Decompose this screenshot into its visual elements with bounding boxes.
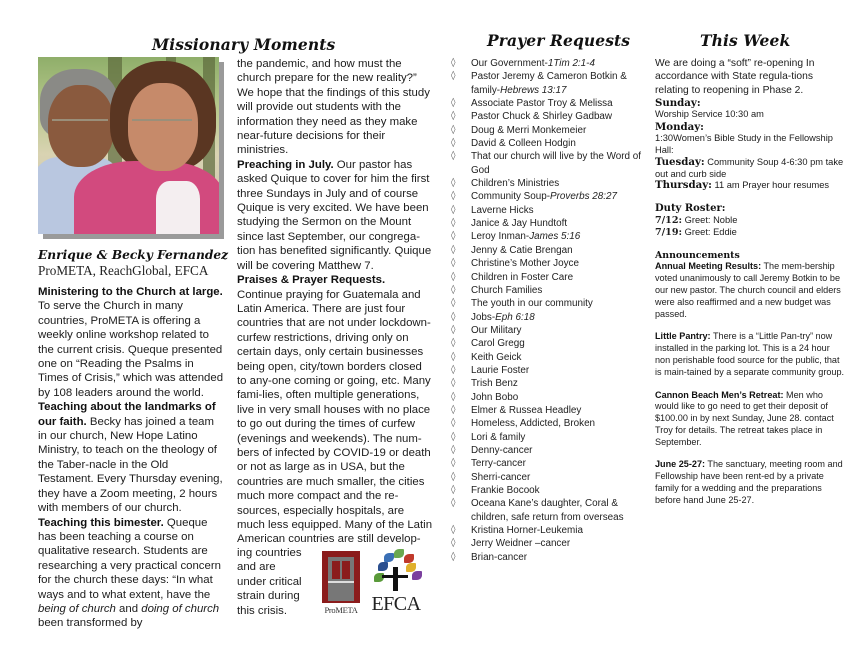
diamond-bullet-icon: ◊ <box>451 324 456 335</box>
prayer-item-verse: James 5:16 <box>529 231 581 243</box>
diamond-bullet-icon: ◊ <box>451 364 456 375</box>
prayer-item-text: Associate Pastor Troy & Melissa <box>471 98 613 110</box>
reopening-intro: We are doing a “soft” re-opening In accordance with State regula-tions relating to reopening in Phase 2. <box>655 58 815 96</box>
announcement-june-rental <box>655 459 847 506</box>
diamond-bullet-icon: ◊ <box>451 124 456 135</box>
prometa-logo <box>320 551 362 615</box>
paragraph-text: To serve the Church in many countries, ProMETA is offering a weekly online workshop related to the current crisis. Queque presented one on “Reading the Psalms in Times of Crisis,” which was attended by 108 leaders around the world. <box>38 300 224 399</box>
prayer-item <box>451 377 651 390</box>
paragraph-text: been transformed by <box>38 617 143 630</box>
diamond-bullet-icon: ◊ <box>451 391 456 402</box>
diamond-bullet-icon: ◊ <box>451 311 456 322</box>
announcement-annual-meeting <box>655 261 847 320</box>
prayer-item-text: John Bobo <box>471 391 519 403</box>
prayer-item <box>451 150 651 177</box>
roster-date: 7/12: <box>655 215 683 227</box>
prayer-item-text: Children’s Ministries <box>471 178 560 190</box>
prayer-item-text: Jerry Weidner –cancer <box>471 538 571 550</box>
diamond-bullet-icon: ◊ <box>451 231 456 242</box>
prayer-item <box>451 404 651 417</box>
prayer-item <box>451 431 651 444</box>
prayer-item <box>451 137 651 150</box>
efca-logo-label: EFCA <box>371 593 421 615</box>
missionary-names: Enrique & Becky Fernandez <box>38 248 229 262</box>
diamond-bullet-icon: ◊ <box>451 458 456 469</box>
missionary-body-col2 <box>237 57 433 547</box>
prayer-item-text: Trish Benz <box>471 378 518 390</box>
announcement-text: The mem-bership voted unanimously to call Jeremy Botkin to be our new pastor. The church council and elders were also reaffirmed and a new budget was passed. <box>655 261 841 319</box>
paragraph-ministering <box>38 285 226 400</box>
prayer-item <box>451 271 651 284</box>
prayer-item <box>451 417 651 430</box>
prayer-item-text: Terry-cancer <box>471 458 526 470</box>
prayer-item-text: That our church will live by the Word of God <box>471 151 641 176</box>
prayer-item-text: Brian-cancer <box>471 551 527 563</box>
paragraph-text: Our pastor has asked Quique to cover for him the first three Sundays in July and of course Quique is very excited. We have been studying the Sermon on the Mount since last September, our congrega-tion has benefited significantly. Quique will be covering Matthew 7. <box>237 158 432 272</box>
diamond-bullet-icon: ◊ <box>451 351 456 362</box>
prayer-item-text: Frankie Bocook <box>471 485 540 496</box>
prayer-item-text: Kristina Horner-Leukemia <box>471 525 583 537</box>
paragraph-italic: being of church <box>38 602 116 615</box>
efca-logo <box>368 549 424 617</box>
prayer-item-text: Our Government- <box>471 58 548 69</box>
prayer-item-text: Sherri-cancer <box>471 471 531 483</box>
prayer-item-text: Jenny & Catie Brengan <box>471 244 573 256</box>
prayer-item-text: Christine’s Mother Joyce <box>471 258 579 270</box>
paragraph-text: Becky has joined a team in our church, New Hope Latino Ministry, to teach on the theology of the Taber-nacle in the Old Testament. Every Thursday evening, they have a Zoom meeting, 2 hours with members of our church. <box>38 415 223 515</box>
diamond-bullet-icon: ◊ <box>451 471 456 482</box>
paragraph-text: Queque has been teaching a course on qualitative research. Students are researching a very practical concern for the church these days: “In what ways and to what extent, have the <box>38 516 221 601</box>
prayer-item-text: Laverne Hicks <box>471 204 534 216</box>
missionary-body-tail: ing countries and are under critical strain during this crisis. <box>237 547 302 617</box>
paragraph-lead: Preaching in July. <box>237 158 334 171</box>
diamond-bullet-icon: ◊ <box>451 138 456 149</box>
diamond-bullet-icon: ◊ <box>451 444 456 455</box>
announcement-lead: Little Pantry: <box>655 331 711 342</box>
prayer-item-text: Lori & family <box>471 431 526 443</box>
prayer-item <box>451 257 651 270</box>
prayer-item-verse: 1Tim 2:1-4 <box>547 58 595 69</box>
roster-text: Greet: Noble <box>682 215 738 226</box>
duty-roster-entry <box>655 227 847 239</box>
diamond-bullet-icon: ◊ <box>451 338 456 349</box>
diamond-bullet-icon: ◊ <box>451 58 456 68</box>
prayer-item-verse: Hebrews 13:17 <box>500 84 567 96</box>
prayer-item <box>451 484 651 497</box>
prayer-item-verse: Eph 6:18 <box>495 311 535 323</box>
prayer-item-text: Carol Gregg <box>471 338 525 350</box>
prayer-item <box>451 391 651 404</box>
paragraph-lead: Teaching this bimester. <box>38 516 164 529</box>
tuesday-label: Tuesday: <box>655 155 705 168</box>
prayer-item <box>451 204 651 217</box>
prayer-item <box>451 57 651 70</box>
diamond-bullet-icon: ◊ <box>451 498 456 509</box>
paragraph-text: and <box>115 602 142 615</box>
prayer-item <box>451 457 651 470</box>
prayer-item <box>451 97 651 110</box>
announcement-lead: June 25-27: <box>655 459 706 470</box>
thursday-schedule <box>655 180 847 192</box>
prayer-item <box>451 524 651 537</box>
diamond-bullet-icon: ◊ <box>451 258 456 269</box>
announcement-text: The sanctuary, meeting room and Fellowship have been rent-ed by a private family for a wedding and the preparations before hand June 25-27. <box>655 459 843 505</box>
diamond-bullet-icon: ◊ <box>451 151 456 162</box>
roster-date: 7/19: <box>655 227 683 239</box>
prayer-item <box>451 324 651 337</box>
diamond-bullet-icon: ◊ <box>451 178 456 189</box>
diamond-bullet-icon: ◊ <box>451 111 456 122</box>
prayer-item <box>451 364 651 377</box>
paragraph-teaching-landmarks <box>38 400 226 515</box>
prayer-item <box>451 311 651 324</box>
paragraph-text: Continue praying for Guatemala and Latin America. There are just four countries that are not under lockdown-curfew restrictions, driving only on certain days, only certain businesses being open, city/town borders closed to any-one coming or going, etc. Many fami-lies, often multiple generations, live in very small houses with no place to go out during the times of curfew (evenings and weekends). The num-bers of infected by COVID-19 or death or not as large as in USA, but the countries are much smaller, the cities much more compact and the re-sources, especially hospitals, are much less equipped. Many of the Latin American countries are still develop- <box>237 288 433 546</box>
prayer-requests-heading: Prayer Requests <box>487 31 631 50</box>
diamond-bullet-icon: ◊ <box>451 378 456 389</box>
paragraph-lead: Teaching about the landmarks of our faith. <box>38 401 216 428</box>
diamond-bullet-icon: ◊ <box>451 538 456 549</box>
prayer-item-text: Community Soup- <box>471 191 551 203</box>
prayer-item-text: Church Families <box>471 284 543 296</box>
prayer-item-text: Pastor Chuck & Shirley Gadbaw <box>471 111 613 123</box>
diamond-bullet-icon: ◊ <box>451 191 456 202</box>
monday-schedule: 1:30Women’s Bible Study in the Fellowship Hall: <box>655 132 833 155</box>
prayer-item-text: Homeless, Addicted, Broken <box>471 418 596 430</box>
diamond-bullet-icon: ◊ <box>451 525 456 536</box>
diamond-bullet-icon: ◊ <box>451 298 456 309</box>
roster-text: Greet: Eddie <box>682 227 737 238</box>
missionary-body-col1 <box>38 285 226 631</box>
prayer-item <box>451 551 651 564</box>
diamond-bullet-icon: ◊ <box>451 485 456 495</box>
prayer-item-text: Leroy Inman- <box>471 231 530 243</box>
prayer-item <box>451 124 651 137</box>
prayer-item <box>451 190 651 203</box>
prayer-item <box>451 244 651 257</box>
prayer-item <box>451 471 651 484</box>
this-week-column <box>655 57 847 507</box>
prayer-item-text: Doug & Merri Monkemeier <box>471 124 587 136</box>
duty-roster-title: Duty Roster: <box>655 203 726 215</box>
prayer-item-text: Denny-cancer <box>471 444 533 456</box>
prayer-item <box>451 70 651 97</box>
announcement-text: There is a “Little Pan-try” now installed in the parking lot. This is a 24 hour non perishable food source for the public, that is main-tained by a separate community group. <box>655 331 845 377</box>
tuesday-text: Community Soup 4-6:30 pm take out and curb side <box>655 156 844 179</box>
prayer-item-text: The youth in our community <box>471 298 593 310</box>
prayer-item-text: Pastor Jeremy & Cameron Botkin & family- <box>471 71 627 96</box>
prayer-item-text: Elmer & Russea Headley <box>471 404 582 416</box>
prayer-item-text: David & Colleen Hodgin <box>471 138 576 150</box>
diamond-bullet-icon: ◊ <box>451 271 456 282</box>
prayer-item <box>451 284 651 297</box>
prayer-item-text: Laurie Foster <box>471 364 530 376</box>
announcement-text: Men who would like to go need to get their deposit of $100.00 in by next Sunday, June 28. contact Troy for details. The retreat takes place in September. <box>655 389 834 447</box>
prayer-item <box>451 230 651 243</box>
sunday-schedule: Worship Service 10:30 am <box>655 108 764 119</box>
prayer-item-text: Keith Geick <box>471 351 522 363</box>
this-week-heading: This Week <box>700 31 791 50</box>
monday-label: Monday: <box>655 120 704 133</box>
paragraph-continuation <box>237 57 433 158</box>
tuesday-schedule <box>655 157 847 181</box>
paragraph-teaching-bimester <box>38 516 226 631</box>
diamond-bullet-icon: ◊ <box>451 244 456 255</box>
prometa-logo-label: ProMETA <box>324 605 358 615</box>
prayer-item-text: Our Military <box>471 324 522 336</box>
diamond-bullet-icon: ◊ <box>451 284 456 295</box>
paragraph-italic: doing of church <box>141 602 220 615</box>
paragraph-text: the pandemic, and how must the church prepare for the new reality?” We hope that the findings of this study will provide out students with the information they need as they make near-future decisions for their ministries. <box>237 58 430 157</box>
sunday-label: Sunday: <box>655 96 701 109</box>
missionary-photo <box>38 57 219 234</box>
prayer-item <box>451 217 651 230</box>
diamond-bullet-icon: ◊ <box>451 71 456 82</box>
prayer-item-text: Oceana Kane’s daughter, Coral & children, safe return from overseas <box>471 498 624 523</box>
prayer-request-list <box>451 57 651 564</box>
diamond-bullet-icon: ◊ <box>451 404 456 415</box>
announcement-lead: Cannon Beach Men’s Retreat: <box>655 389 784 400</box>
announcement-little-pantry <box>655 331 847 378</box>
diamond-bullet-icon: ◊ <box>451 431 456 442</box>
paragraph-praises <box>237 273 433 547</box>
prayer-item-verse: Proverbs 28:27 <box>550 191 618 203</box>
missionary-moments-heading: Missionary Moments <box>152 35 336 54</box>
prayer-item <box>451 351 651 364</box>
announcement-mens-retreat <box>655 390 847 449</box>
diamond-bullet-icon: ◊ <box>451 98 456 109</box>
prayer-item <box>451 177 651 190</box>
duty-roster-entry <box>655 215 847 227</box>
prayer-item <box>451 110 651 123</box>
prayer-item-text: Jobs- <box>471 311 496 323</box>
announcement-lead: Annual Meeting Results: <box>655 261 762 272</box>
prayer-item <box>451 337 651 350</box>
diamond-bullet-icon: ◊ <box>451 204 456 215</box>
paragraph-preaching <box>237 158 433 273</box>
paragraph-lead: Ministering to the Church at large. <box>38 286 223 298</box>
prayer-item <box>451 444 651 457</box>
diamond-bullet-icon: ◊ <box>451 551 456 562</box>
diamond-bullet-icon: ◊ <box>451 418 456 429</box>
prayer-item <box>451 297 651 310</box>
prayer-item-text: Janice & Jay Hundtoft <box>471 218 568 230</box>
diamond-bullet-icon: ◊ <box>451 218 456 229</box>
prayer-item <box>451 497 651 524</box>
prayer-item-text: Children in Foster Care <box>471 271 574 283</box>
paragraph-lead: Praises & Prayer Requests. <box>237 274 386 287</box>
announcements-title: Announcements <box>655 249 740 261</box>
thursday-text: 11 am Prayer hour resumes <box>711 180 830 191</box>
missionary-organizations: ProMETA, ReachGlobal, EFCA <box>38 263 209 278</box>
thursday-label: Thursday: <box>655 179 712 192</box>
prayer-item <box>451 537 651 550</box>
